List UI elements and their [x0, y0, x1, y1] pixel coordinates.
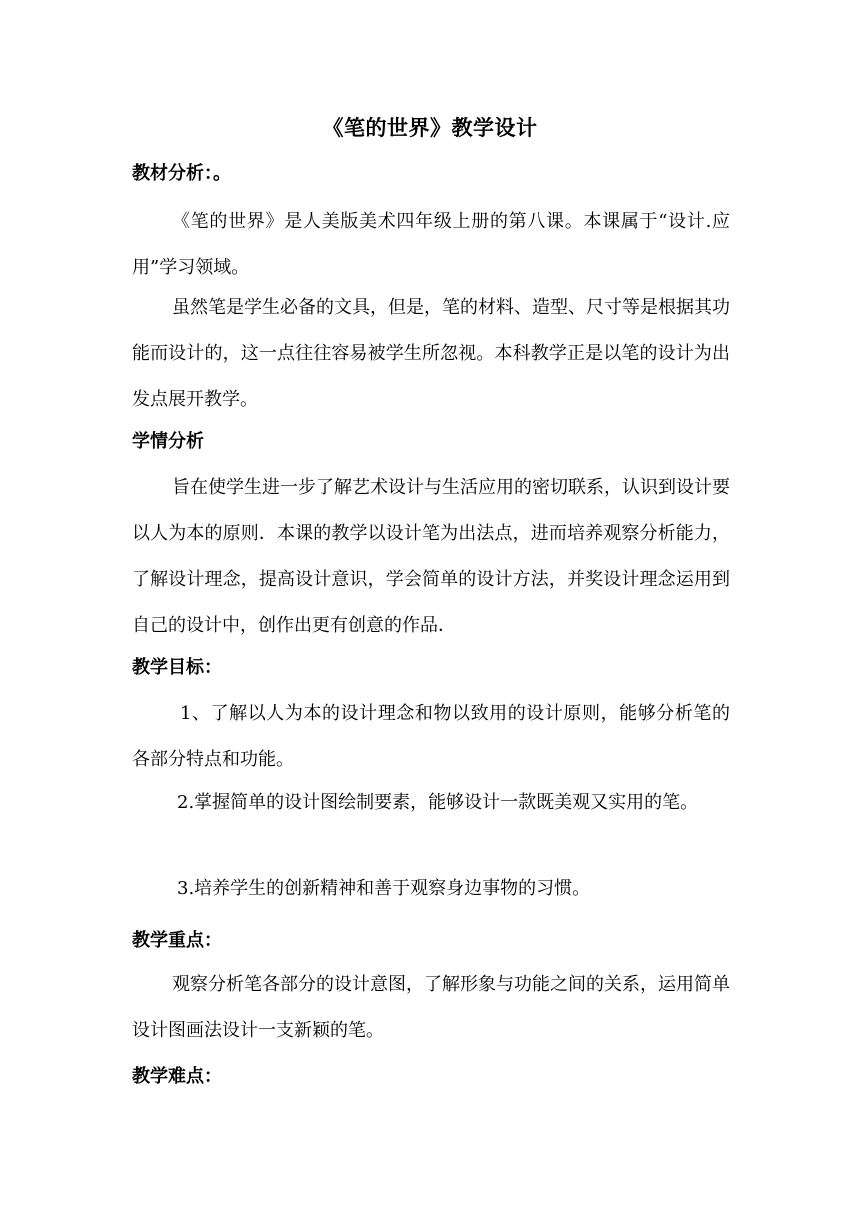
- heading-teaching-goals: 教学目标：: [132, 657, 222, 678]
- paragraph-key-points: 观察分析笔各部分的设计意图，了解形象与功能之间的关系，运用简单设计图画法设计一支新颖的笔。: [132, 974, 730, 1041]
- heading-difficulties: 教学难点：: [132, 1066, 222, 1087]
- paragraph-material-analysis-1: 《笔的世界》是人美版美术四年级上册的第八课。本课属于“设计.应用”学习领域。: [132, 211, 730, 278]
- heading-material-analysis: 教材分析：。: [132, 163, 231, 184]
- list-item-goal-2: 2.掌握简单的设计图绘制要素，能够设计一款既美观又实用的笔。: [177, 792, 699, 813]
- document-title: 《笔的世界》教学设计: [322, 115, 538, 140]
- list-item-goal-1: 1、了解以人为本的设计理念和物以致用的设计原则，能够分析笔的各部分特点和功能。: [132, 703, 730, 770]
- paragraph-student-analysis: 旨在使学生进一步了解艺术设计与生活应用的密切联系，认识到设计要以人为本的原则．本课的教学以设计笔为出法点，进而培养观察分析能力，了解设计理念，提高设计意识，学会简单的设计方法，并奖设计理念运用到自己的设计中，创作出更有创意的作品．: [132, 477, 730, 636]
- list-item-goal-3: 3.培养学生的创新精神和善于观察身边事物的习惯。: [177, 878, 591, 899]
- heading-student-analysis: 学情分析: [132, 431, 204, 452]
- paragraph-material-analysis-2: 虽然笔是学生必备的文具，但是，笔的材料、造型、尺寸等是根据其功能而设计的，这一点往往容易被学生所忽视。本科教学正是以笔的设计为出发点展开教学。: [132, 297, 730, 410]
- heading-key-points: 教学重点：: [132, 930, 222, 951]
